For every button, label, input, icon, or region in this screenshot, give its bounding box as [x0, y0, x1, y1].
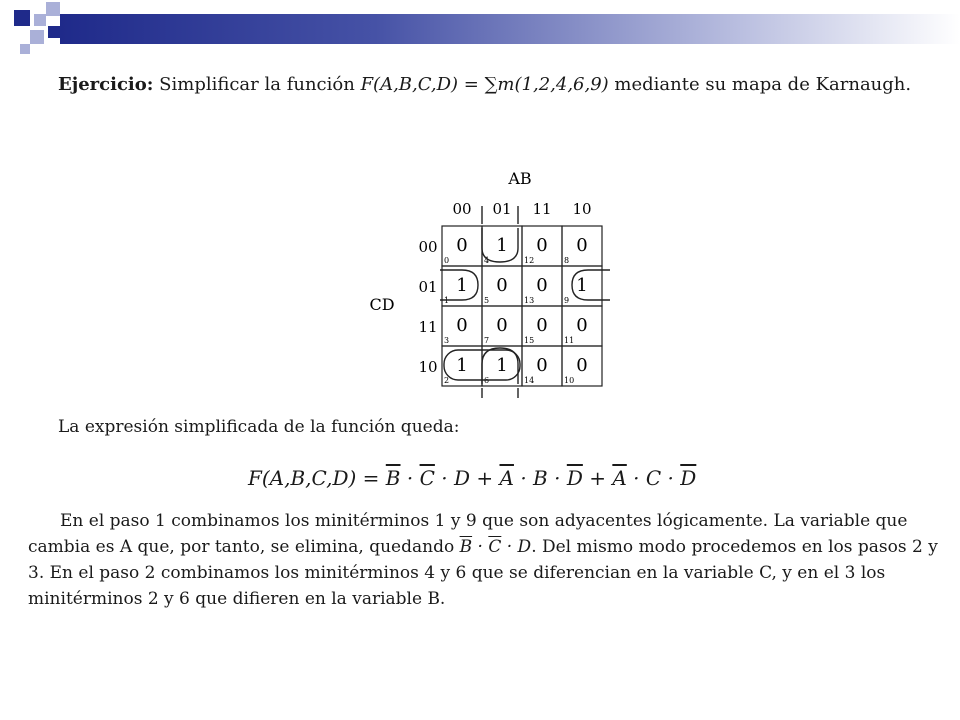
- kmap-minterm-index: 2: [444, 376, 450, 385]
- kmap-cell-value: 1: [496, 235, 508, 256]
- kmap-minterm-index: 7: [484, 336, 490, 345]
- kmap-cell-value: 1: [496, 355, 508, 376]
- exercise-text-after: mediante su mapa de Karnaugh.: [614, 74, 912, 95]
- kmap-minterm-index: 14: [524, 376, 535, 385]
- kmap-row-header: 10: [418, 358, 438, 376]
- kmap-row-header: 11: [418, 318, 438, 336]
- kmap-cell-value: 0: [536, 355, 548, 376]
- kmap-cell-value: 0: [536, 235, 548, 256]
- kmap-cell-value: 0: [456, 235, 468, 256]
- kmap-minterm-index: 12: [524, 256, 535, 265]
- kmap-row-variable: CD: [369, 295, 395, 314]
- exercise-label: Ejercicio:: [58, 74, 154, 95]
- formula-term: $\overline{D}$: [680, 466, 697, 490]
- formula-term: $\overline{C}$: [419, 466, 435, 490]
- kmap-cell-value: 0: [576, 235, 588, 256]
- formula-term: $\overline{D}$: [566, 466, 583, 490]
- karnaugh-map: [360, 160, 620, 400]
- kmap-row-header: 00: [418, 238, 438, 256]
- kmap-minterm-index: 10: [564, 376, 575, 385]
- formula-term: B: [533, 466, 548, 490]
- kmap-col-header: 00: [452, 200, 472, 218]
- header-gradient-bar: [60, 14, 960, 44]
- exercise-text-before: Simplificar la función: [159, 74, 355, 95]
- kmap-minterm-index: 8: [564, 256, 570, 265]
- formula-operator: ·: [667, 466, 674, 490]
- explanation-term: D: [517, 537, 532, 557]
- formula-term: $\overline{A}$: [499, 466, 514, 490]
- exercise-statement: [58, 72, 938, 98]
- formula-term: D: [453, 466, 471, 490]
- kmap-cell-value: 0: [496, 315, 508, 336]
- header-square-decoration: [46, 2, 60, 16]
- explanation-operator: ·: [506, 537, 513, 557]
- kmap-cell-value: 0: [456, 315, 468, 336]
- formula-term: C: [645, 466, 662, 490]
- kmap-minterm-index: 1: [444, 296, 450, 305]
- kmap-col-variable: AB: [508, 169, 532, 188]
- kmap-minterm-index: 4: [484, 256, 490, 265]
- header-square-decoration: [14, 10, 30, 26]
- explanation-term: $\overline{C}$: [488, 537, 502, 557]
- formula-term: $\overline{A}$: [612, 466, 627, 490]
- kmap-minterm-index: 9: [564, 296, 570, 305]
- explanation-text: En el paso 1 combinamos los minitérminos 1 y 9 que son adyacentes lógicamente. La variable que cambia es A que, por tanto, se elimina, quedando: [28, 511, 908, 557]
- kmap-minterm-index: 13: [524, 296, 535, 305]
- kmap-col-header: 10: [572, 200, 592, 218]
- kmap-minterm-index: 11: [564, 336, 575, 345]
- header-square-decoration: [48, 26, 60, 38]
- explanation-term: $\overline{B}$: [459, 537, 473, 557]
- kmap-cell-value: 0: [536, 315, 548, 336]
- kmap-cell-value: 1: [456, 355, 468, 376]
- header-square-decoration: [34, 14, 46, 26]
- kmap-cell-value: 0: [496, 275, 508, 296]
- kmap-cell-value: 0: [576, 315, 588, 336]
- formula-operator: ·: [520, 466, 527, 490]
- kmap-cell-value: 1: [576, 275, 588, 296]
- kmap-col-header: 11: [532, 200, 552, 218]
- formula-operator: +: [476, 466, 494, 490]
- kmap-minterm-index: 3: [444, 336, 450, 345]
- formula-operator: ·: [441, 466, 448, 490]
- formula-operator: ·: [633, 466, 640, 490]
- kmap-cell-value: 1: [456, 275, 468, 296]
- formula-operator: +: [589, 466, 606, 490]
- header-square-decoration: [30, 30, 44, 44]
- explanation-text: . Del mismo modo procedemos en los pasos 2 y 3. En el paso 2 combinamos los minitérminos 4 y 6 que se diferencian en la variable C, y en el 3 los minitérminos 2 y 6 que difieren en la variable B.: [28, 537, 938, 609]
- kmap-minterm-index: 0: [444, 256, 450, 265]
- formula-operator: ·: [554, 466, 561, 490]
- kmap-cell-value: 0: [576, 355, 588, 376]
- kmap-minterm-index: 15: [524, 336, 535, 345]
- kmap-col-header: 01: [492, 200, 512, 218]
- kmap-minterm-index: 6: [484, 376, 490, 385]
- explanation-operator: ·: [477, 537, 483, 557]
- simplified-formula: [248, 466, 748, 490]
- formula-term: $\overline{B}$: [385, 466, 401, 490]
- kmap-row-header: 01: [418, 278, 438, 296]
- simplified-intro: La expresión simplificada de la función queda:: [58, 417, 460, 437]
- formula-lhs: F(A,B,C,D) =: [248, 466, 380, 490]
- formula-operator: ·: [406, 466, 414, 490]
- kmap-minterm-index: 5: [484, 296, 490, 305]
- kmap-cell-value: 0: [536, 275, 548, 296]
- header-square-decoration: [20, 44, 30, 54]
- exercise-function: F(A,B,C,D) = ∑m(1,2,4,6,9): [360, 74, 609, 95]
- explanation-paragraph: [28, 508, 938, 612]
